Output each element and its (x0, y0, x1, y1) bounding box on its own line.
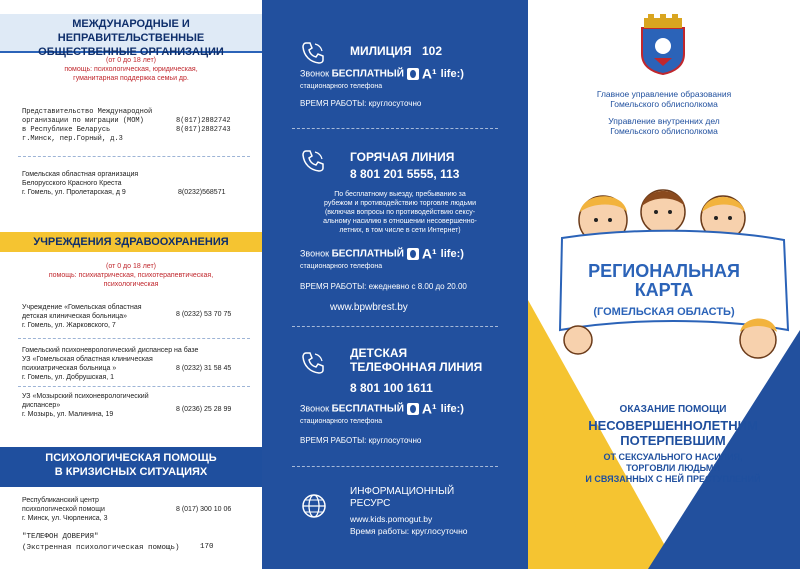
call-word: Звонок (300, 68, 330, 79)
org-line: УЗ «Гомельская областная клиническая (22, 356, 153, 363)
police-label: МИЛИЦИЯ (350, 44, 412, 58)
section-health-header: УЧРЕЖДЕНИЯ ЗДРАВООХРАНЕНИЯ (0, 232, 262, 252)
hours-label: ВРЕМЯ РАБОТЫ: (300, 99, 367, 108)
hospital-mozyr (22, 392, 149, 419)
help-line-2b: ПОТЕРПЕВШИМ (620, 433, 726, 448)
free-call-row (300, 400, 464, 417)
section-ngo-title-2: ОБЩЕСТВЕННЫЕ ОРГАНИЗАЦИИ (38, 46, 224, 58)
help-line-2a: НЕСОВЕРШЕННОЛЕТНИМ (588, 418, 758, 433)
free-word: БЕСПЛАТНЫЙ (331, 68, 404, 80)
right-panel (528, 0, 800, 569)
note-line: психологическая (103, 281, 159, 288)
phone-icon (300, 40, 326, 66)
phone-icon (300, 350, 326, 376)
section-crisis-title-1: ПСИХОЛОГИЧЕСКАЯ ПОМОЩЬ (45, 452, 217, 464)
left-panel (0, 0, 262, 569)
hotline-hours (300, 282, 467, 291)
divider (292, 326, 498, 327)
gov-police (528, 116, 800, 136)
landline-note: стационарного телефона (300, 263, 383, 270)
psych-center (22, 496, 107, 523)
desc-line: рубежом и противодействию торговле людьми (324, 200, 476, 207)
call-word: Звонок (300, 403, 330, 414)
org-line: г. Мозырь, ул. Малинина, 19 (22, 411, 114, 418)
desc-line: альному насилию в отношении несовершенно- (323, 218, 477, 225)
coat-of-arms-icon (634, 14, 692, 76)
globe-icon (300, 492, 328, 520)
landline-note: стационарного телефона (300, 83, 383, 90)
hospital-psych-phone: 8 (0232) 31 58 45 (176, 365, 232, 372)
note-line: помощь: психиатрическая, психотерапевтическая, (48, 272, 214, 279)
police-hours (300, 99, 421, 108)
hotline-number: 8 801 201 5555, 113 (350, 167, 460, 181)
trust-line-phone: 170 (200, 543, 214, 551)
gov-line: Гомельского облисполкома (610, 99, 718, 109)
divider (18, 386, 250, 387)
mts-logo-icon (407, 248, 419, 260)
phone-icon (300, 148, 326, 174)
org-line: Белорусского Красного Креста (22, 180, 122, 187)
hospital-children-phone: 8 (0232) 53 70 75 (176, 311, 232, 318)
hours-value: круглосуточно (368, 436, 422, 445)
info-hours: Время работы: круглосуточно (350, 526, 468, 536)
org-redcross-phone: 8(0232)568571 (178, 189, 226, 196)
hospital-children (22, 303, 142, 330)
org-iom (22, 108, 152, 144)
hotline-link[interactable]: www.bpwbrest.by (330, 302, 408, 313)
info-link[interactable]: www.kids.pomogut.by (350, 514, 433, 524)
hospital-psych (22, 346, 198, 382)
help-line-2 (558, 418, 788, 448)
call-word: Звонок (300, 248, 330, 259)
org-line: г. Гомель, ул. Пролетарская, д 9 (22, 189, 126, 196)
psych-center-phone: 8 (017) 300 10 06 (176, 506, 232, 513)
help-line-3 (558, 452, 788, 485)
free-word: БЕСПЛАТНЫЙ (331, 403, 404, 415)
a1-logo-icon: A¹ (421, 65, 437, 82)
divider (292, 466, 498, 467)
section-ngo-note (0, 56, 262, 83)
note-line: помощь: психологическая, юридическая, (64, 66, 198, 73)
org-line: психиатрическая больница » (22, 365, 117, 372)
org-line: детская клиническая больница» (22, 313, 128, 320)
section-crisis-title-2: В КРИЗИСНЫХ СИТУАЦИЯХ (54, 466, 208, 478)
mts-logo-icon (407, 68, 419, 80)
org-line: Гомельский психоневрологический диспансер на базе (22, 347, 199, 354)
life-logo-icon: life:) (440, 402, 464, 415)
org-line: психологической помощи (22, 506, 105, 513)
org-line: г.Минск, пер.Горный, д.3 (22, 135, 123, 143)
help-line-1: ОКАЗАНИЕ ПОМОЩИ (619, 404, 727, 415)
gov-line: Управление внутренних дел (608, 116, 720, 126)
info-resource-label (350, 486, 454, 510)
phone-number: 8(017)2882742 (176, 117, 231, 125)
desc-line: (включая вопросы по противодействию сексу- (324, 209, 476, 216)
child-line-label-2: ТЕЛЕФОННАЯ ЛИНИЯ (350, 360, 483, 374)
hospital-mozyr-phone: 8 (0236) 25 28 99 (176, 406, 232, 413)
org-line: Гомельская областная организация (22, 171, 139, 178)
org-line: Представительство Международной (22, 108, 153, 116)
info-label-1: ИНФОРМАЦИОННЫЙ (350, 486, 455, 497)
hours-label: ВРЕМЯ РАБОТЫ: (300, 436, 367, 445)
hotline-description (300, 190, 500, 235)
hours-label: ВРЕМЯ РАБОТЫ: (300, 282, 367, 291)
note-line: (от 0 до 18 лет) (106, 263, 156, 270)
desc-line: По бесплатному выезду, пребыванию за (334, 191, 466, 198)
section-crisis-header (0, 447, 262, 487)
org-line: в Республике Беларусь (22, 126, 111, 134)
phone-number: 8(017)2882743 (176, 126, 231, 134)
gov-line: Главное управление образования (596, 89, 732, 99)
help-line-3c: И СВЯЗАННЫХ С НЕЙ ПРЕСТУПЛЕНИЙ (585, 474, 761, 484)
police-number: 102 (422, 44, 443, 58)
org-line: г. Гомель, ул. Добрушская, 1 (22, 374, 115, 381)
divider (18, 338, 250, 339)
free-word: БЕСПЛАТНЫЙ (331, 248, 404, 260)
free-call-row (300, 65, 464, 82)
help-line-3a: ОТ СЕКСУАЛЬНОГО НАСИЛИЯ, (603, 452, 743, 462)
child-line-label (350, 346, 482, 374)
trust-line (22, 532, 180, 554)
org-iom-phones (176, 117, 231, 135)
a1-logo-icon: A¹ (421, 245, 437, 262)
org-redcross (22, 170, 138, 197)
note-line: (от 0 до 18 лет) (106, 57, 156, 64)
divider (292, 128, 498, 129)
divider (18, 156, 250, 157)
mts-logo-icon (407, 403, 419, 415)
org-line: Учреждение «Гомельская областная (22, 304, 142, 311)
org-line: УЗ «Мозырский психоневрологический (22, 393, 149, 400)
desc-line: летних, в том числе в сети Интернет) (339, 227, 461, 234)
org-line: организации по миграции (МОМ) (22, 117, 144, 125)
org-line: диспансер» (22, 402, 61, 409)
gov-education (528, 89, 800, 109)
org-line: г. Минск, ул. Чюрлениса, 3 (22, 515, 108, 522)
landline-note: стационарного телефона (300, 418, 383, 425)
hotline-label: ГОРЯЧАЯ ЛИНИЯ (350, 150, 455, 164)
section-ngo-title-1: МЕЖДУНАРОДНЫЕ И НЕПРАВИТЕЛЬСТВЕННЫЕ (57, 18, 205, 44)
a1-logo-icon: A¹ (421, 400, 437, 417)
middle-panel (262, 0, 528, 569)
card-title-2: КАРТА (634, 280, 694, 300)
hours-value: ежедневно с 8.00 до 20.00 (368, 282, 467, 291)
trust-line-title: "ТЕЛЕФОН ДОВЕРИЯ" (22, 533, 99, 541)
life-logo-icon: life:) (440, 247, 464, 260)
life-logo-icon: life:) (440, 67, 464, 80)
note-line: гуманитарная поддержка семьи др. (73, 75, 189, 82)
section-health-note (0, 262, 262, 289)
trust-line-desc: (Экстренная психологическая помощь) (22, 544, 180, 552)
child-line-number: 8 801 100 1611 (350, 381, 433, 395)
card-title (528, 262, 800, 300)
child-line-hours (300, 436, 421, 445)
org-line: Республиканский центр (22, 497, 99, 504)
info-label-2: РЕСУРС (350, 498, 391, 509)
help-line-3b: ТОРГОВЛИ ЛЮДЬМИ (626, 463, 720, 473)
section-ngo-header (0, 14, 262, 58)
card-title-1: РЕГИОНАЛЬНАЯ (588, 261, 740, 281)
gov-line: Гомельского облисполкома (610, 126, 718, 136)
child-line-label-1: ДЕТСКАЯ (350, 346, 408, 360)
org-line: г. Гомель, ул. Жарковского, 7 (22, 322, 116, 329)
hours-value: круглосуточно (368, 99, 422, 108)
card-subtitle: (ГОМЕЛЬСКАЯ ОБЛАСТЬ) (593, 306, 735, 318)
free-call-row (300, 245, 464, 262)
